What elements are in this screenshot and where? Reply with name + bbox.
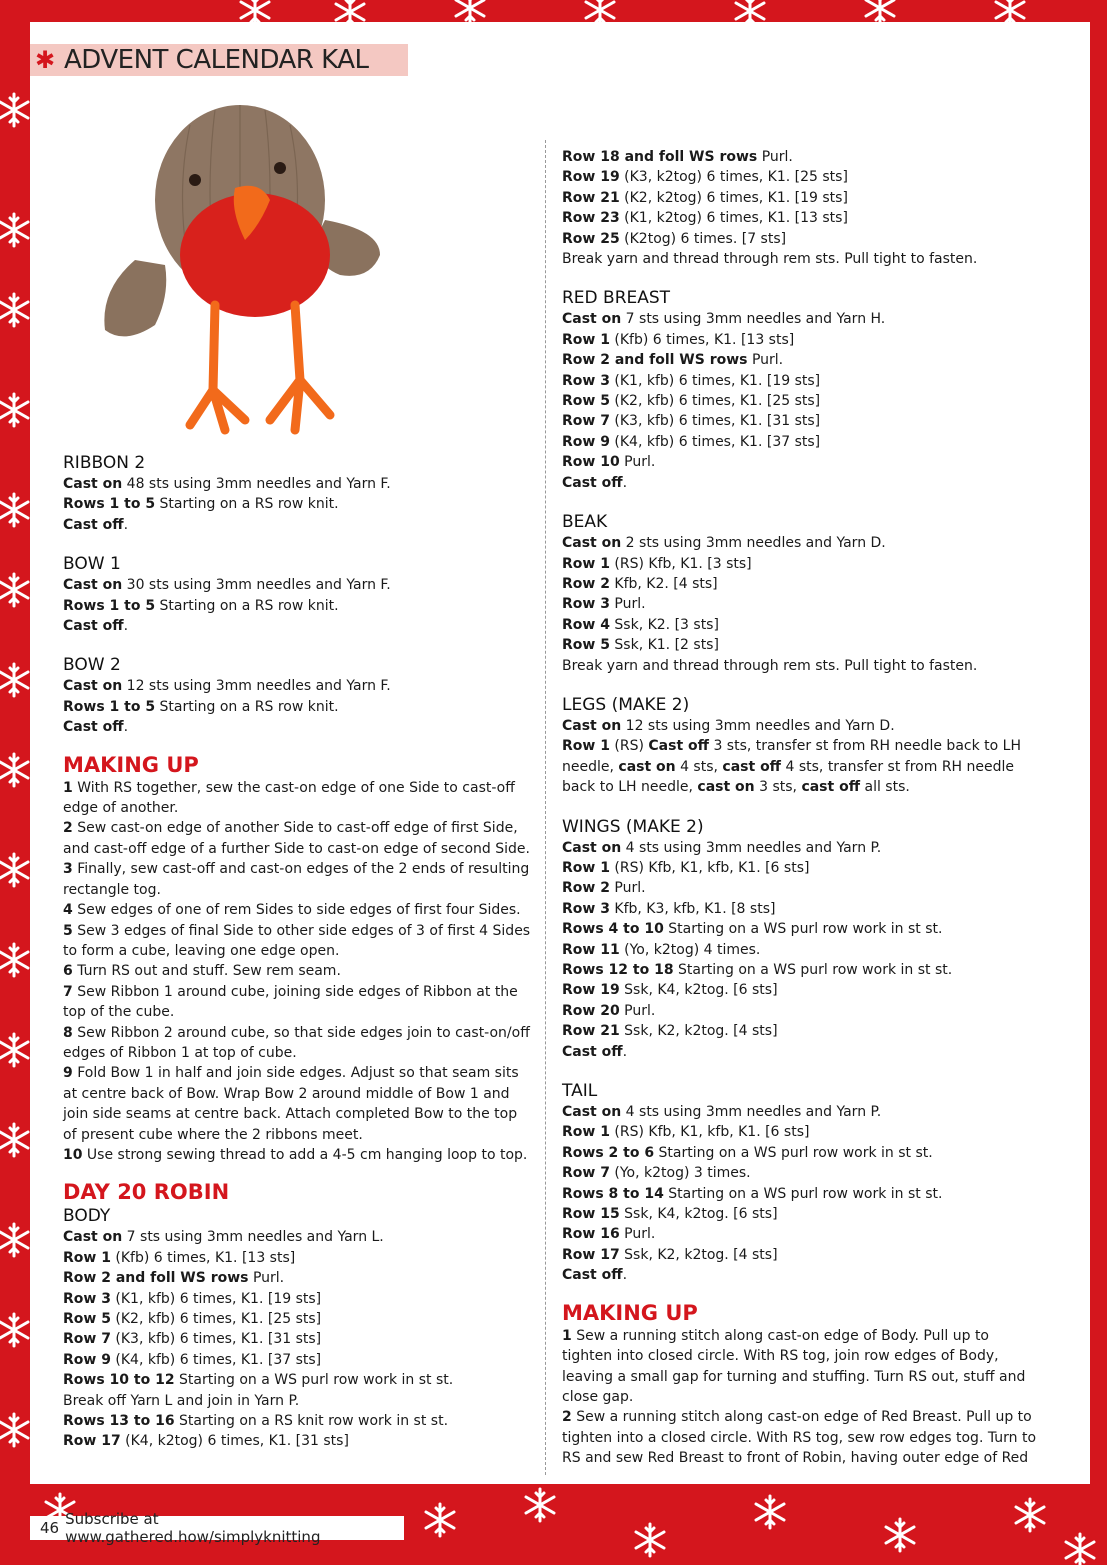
section-heading-bow-1: BOW 1 [63, 554, 121, 575]
section-heading-making-up: MAKING UP [63, 752, 199, 777]
instruction-line: Row 21 (K2, k2tog) 6 times, K1. [19 sts] [562, 189, 848, 206]
instruction-line: Cast on 12 sts using 3mm needles and Yarn F. [63, 678, 391, 695]
instruction-line: Row 11 (Yo, k2tog) 4 times. [562, 941, 761, 958]
instruction-line: Row 2 Purl. [562, 880, 646, 897]
instruction-step: 7 Sew Ribbon 1 around cube, joining side edges of Ribbon at the top of the cube. [63, 983, 518, 1021]
instruction-step: 1 With RS together, sew the cast-on edge of one Side to cast-off edge of another. [63, 779, 515, 817]
instruction-line: Break yarn and thread through rem sts. Pull tight to fasten. [562, 657, 978, 674]
page-footer [30, 1510, 404, 1546]
instruction-line: Cast off. [562, 1043, 628, 1060]
instruction-line: Row 25 (K2tog) 6 times. [7 sts] [562, 230, 787, 247]
section-heading-bow-2: BOW 2 [63, 655, 121, 676]
instruction-step: 2 Sew a running stitch along cast-on edge of Red Breast. Pull up to tighten into a closed circle. With RS tog, sew row edges tog. Turn to RS and sew Red Breast to front of Robin, having outer edge of Red [562, 1409, 1037, 1467]
section-heading-red-breast: RED BREAST [562, 288, 671, 309]
instruction-line: Cast on 4 sts using 3mm needles and Yarn P. [562, 1104, 882, 1121]
instruction-line: Row 18 and foll WS rows Purl. [562, 149, 793, 165]
subscribe-link[interactable]: Subscribe at www.gathered.how/simplyknitting [65, 1510, 321, 1546]
instruction-line: Cast off. [63, 516, 129, 533]
instruction-line: Row 1 (RS) Kfb, K1, kfb, K1. [6 sts] [562, 1124, 810, 1141]
right-column [562, 147, 1042, 1469]
instruction-line: Row 3 (K1, kfb) 6 times, K1. [19 sts] [562, 372, 821, 389]
instruction-line: Row 7 (Yo, k2tog) 3 times. [562, 1165, 751, 1182]
instruction-line: Break yarn and thread through rem sts. Pull tight to fasten. [562, 251, 978, 268]
instruction-step: 5 Sew 3 edges of final Side to other side edges of 3 of first 4 Sides to form a cube, leaving one edge open. [63, 922, 531, 959]
instruction-line: Row 2 Kfb, K2. [4 sts] [562, 575, 718, 592]
section-header [30, 44, 408, 76]
instruction-line: Row 1 (RS) Kfb, K1, kfb, K1. [6 sts] [562, 859, 810, 876]
instruction-line: Rows 2 to 6 Starting on a WS purl row work in st st. [562, 1144, 933, 1161]
instruction-line: Row 19 Ssk, K4, k2tog. [6 sts] [562, 982, 778, 999]
instruction-line: Break off Yarn L and join in Yarn P. [63, 1392, 300, 1409]
section-heading-tail: TAIL [562, 1081, 598, 1102]
instruction-line: Row 19 (K3, k2tog) 6 times, K1. [25 sts] [562, 169, 848, 186]
section-heading-wings: WINGS (MAKE 2) [562, 816, 704, 837]
page-number: 46 [40, 1519, 60, 1537]
instruction-line: Cast on 4 sts using 3mm needles and Yarn P. [562, 839, 882, 856]
instruction-line: Row 3 Kfb, K3, kfb, K1. [8 sts] [562, 900, 776, 917]
instruction-step: 1 Sew a running stitch along cast-on edge of Body. Pull up to tighten into closed circle. With RS tog, join row edges of Body, leaving a small gap for turning and stuffing. Turn RS out, stuff and close gap. [562, 1327, 1026, 1405]
instruction-line: Cast on 2 sts using 3mm needles and Yarn D. [562, 535, 886, 552]
instruction-line: Rows 1 to 5 Starting on a RS row knit. [63, 698, 339, 715]
instruction-line: Row 9 (K4, kfb) 6 times, K1. [37 sts] [562, 433, 821, 450]
instruction-line: Cast off. [562, 474, 628, 491]
section-heading-beak: BEAK [562, 512, 608, 533]
instruction-line: Row 23 (K1, k2tog) 6 times, K1. [13 sts] [562, 210, 848, 227]
instruction-line: Cast on 7 sts using 3mm needles and Yarn H. [562, 311, 886, 328]
left-column [63, 452, 533, 1452]
section-heading-day-20-robin: DAY 20 ROBIN [63, 1180, 230, 1205]
instruction-line: Row 3 (K1, kfb) 6 times, K1. [19 sts] [63, 1290, 322, 1307]
instruction-line: Row 4 Ssk, K2. [3 sts] [562, 616, 719, 633]
instruction-line: Row 16 Purl. [562, 1226, 656, 1243]
instruction-line: Row 1 (Kfb) 6 times, K1. [13 sts] [63, 1249, 296, 1266]
instruction-line: Row 1 (RS) Cast off 3 sts, transfer st from RH needle back to LH needle, cast on 4 sts, cast off 4 sts, transfer st from RH needle back to LH needle, cast on 3 sts, cast off all sts. [562, 738, 1021, 796]
instruction-line: Rows 8 to 14 Starting on a WS purl row work in st st. [562, 1185, 943, 1202]
instruction-line: Cast on 48 sts using 3mm needles and Yarn F. [63, 476, 391, 492]
instruction-line: Rows 13 to 16 Starting on a RS knit row work in st st. [63, 1413, 449, 1430]
instruction-line: Cast on 30 sts using 3mm needles and Yarn F. [63, 577, 391, 594]
instruction-line: Row 5 (K2, kfb) 6 times, K1. [25 sts] [562, 393, 821, 410]
instruction-line: Row 1 (RS) Kfb, K1. [3 sts] [562, 555, 752, 572]
section-heading-ribbon-2: RIBBON 2 [63, 453, 146, 473]
section-heading-making-up-robin: MAKING UP [562, 1300, 698, 1325]
subheading-body: BODY [63, 1206, 111, 1227]
instruction-line: Row 9 (K4, kfb) 6 times, K1. [37 sts] [63, 1351, 322, 1368]
instruction-step: 10 Use strong sewing thread to add a 4-5 cm hanging loop to top. [63, 1146, 528, 1163]
instruction-step: 3 Finally, sew cast-off and cast-on edges of the 2 ends of resulting rectangle tog. [63, 861, 530, 898]
instruction-line: Cast off. [63, 618, 129, 635]
instruction-line: Row 7 (K3, kfb) 6 times, K1. [31 sts] [63, 1331, 322, 1348]
instruction-line: Row 10 Purl. [562, 454, 656, 471]
instruction-line: Row 2 and foll WS rows Purl. [63, 1270, 285, 1287]
instruction-line: Rows 1 to 5 Starting on a RS row knit. [63, 597, 339, 614]
column-divider [545, 140, 546, 1475]
instruction-line: Rows 10 to 12 Starting on a WS purl row work in st st. [63, 1372, 454, 1389]
instruction-line: Row 20 Purl. [562, 1002, 656, 1019]
instruction-line: Row 7 (K3, kfb) 6 times, K1. [31 sts] [562, 413, 821, 430]
instruction-line: Row 2 and foll WS rows Purl. [562, 352, 784, 369]
instruction-line: Rows 4 to 10 Starting on a WS purl row work in st st. [562, 921, 943, 938]
instruction-line: Rows 12 to 18 Starting on a WS purl row work in st st. [562, 962, 953, 978]
instruction-step: 4 Sew edges of one of rem Sides to side edges of first four Sides. [63, 902, 521, 919]
instruction-line: Row 17 Ssk, K2, k2tog. [4 sts] [562, 1246, 778, 1263]
instruction-step: 8 Sew Ribbon 2 around cube, so that side edges join to cast-on/off edges of Ribbon 1 at top of cube. [63, 1024, 530, 1061]
instruction-line: Row 17 (K4, k2tog) 6 times, K1. [31 sts] [63, 1433, 349, 1450]
instruction-line: Cast on 12 sts using 3mm needles and Yarn D. [562, 717, 895, 734]
instruction-line: Cast on 7 sts using 3mm needles and Yarn L. [63, 1229, 384, 1246]
instruction-line: Row 3 Purl. [562, 596, 646, 613]
instruction-step: 9 Fold Bow 1 in half and join side edges. Adjust so that seam sits at centre back of Bow. Wrap Bow 2 around middle of Bow 1 and join side seams at centre back. Attach completed Bow to the top of present cube where the 2 ribbons meet. [63, 1065, 519, 1143]
knitted-robin-icon [95, 80, 385, 450]
instruction-line: Cast off. [63, 719, 129, 736]
page-title: ADVENT CALENDAR KAL [64, 45, 369, 75]
instruction-line: Row 21 Ssk, K2, k2tog. [4 sts] [562, 1023, 778, 1040]
instruction-line: Row 5 Ssk, K1. [2 sts] [562, 637, 719, 654]
instruction-line: Row 5 (K2, kfb) 6 times, K1. [25 sts] [63, 1311, 322, 1327]
instruction-step: 2 Sew cast-on edge of another Side to cast-off edge of first Side, and cast-off edge of a further Side to cast-on edge of second Side. [63, 820, 530, 857]
instruction-line: Row 15 Ssk, K4, k2tog. [6 sts] [562, 1206, 778, 1223]
instruction-line: Rows 1 to 5 Starting on a RS row knit. [63, 496, 339, 513]
instruction-line: Cast off. [562, 1267, 628, 1284]
asterisk-flower-icon: ✱ [34, 46, 56, 74]
instruction-step: 6 Turn RS out and stuff. Sew rem seam. [63, 963, 341, 980]
instruction-line: Row 1 (Kfb) 6 times, K1. [13 sts] [562, 331, 795, 348]
section-heading-legs: LEGS (MAKE 2) [562, 694, 690, 715]
